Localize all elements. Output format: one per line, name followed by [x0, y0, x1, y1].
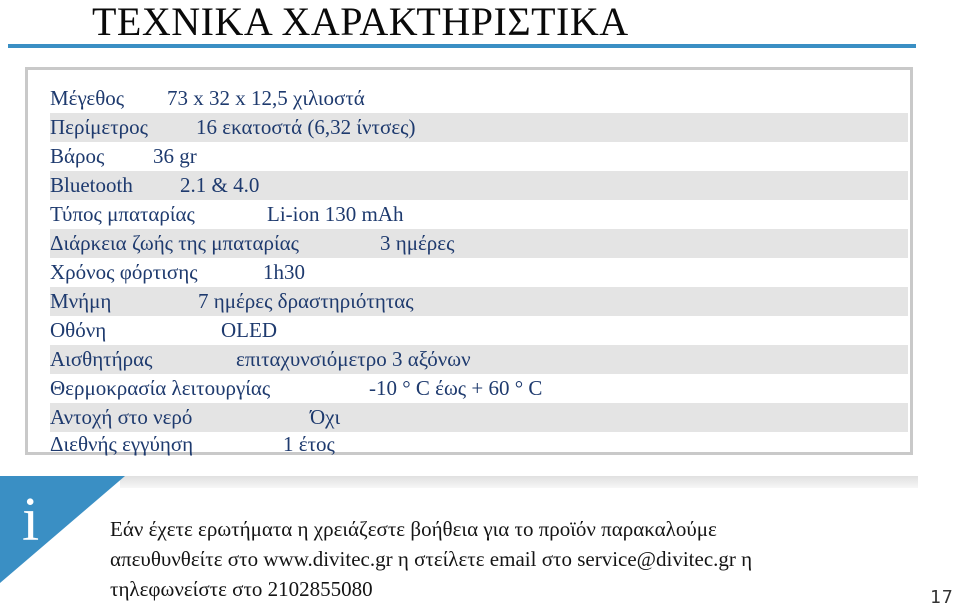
spec-label: Διάρκεια ζωής της μπαταρίας: [50, 231, 299, 255]
spec-row-sensor: [50, 345, 908, 374]
spec-row-charging-time: [50, 258, 908, 287]
spec-row-battery-type: [50, 200, 908, 229]
spec-value: OLED: [221, 318, 277, 342]
spec-row-operating-temperature: [50, 374, 908, 403]
spec-row-perimeter: [50, 113, 908, 142]
spec-value: επιταχυνσιόμετρο 3 αξόνων: [236, 347, 471, 371]
title-divider: [8, 44, 916, 48]
spec-row-water-resistance: [50, 403, 908, 432]
spec-label: Μέγεθος: [50, 86, 125, 110]
spec-label: Βάρος: [50, 144, 105, 168]
spec-label: Θερμοκρασία λειτουργίας: [50, 376, 271, 400]
spec-value: 3 ημέρες: [380, 231, 455, 255]
spec-value: 73 x 32 x 12,5 χιλιοστά: [167, 86, 365, 110]
info-divider-band: [120, 476, 918, 488]
spec-row-size: [50, 84, 908, 113]
spec-value: 1 έτος: [283, 432, 335, 456]
help-contact-note: [110, 514, 930, 604]
spec-label: Διεθνής εγγύηση: [50, 432, 194, 456]
help-line: Εάν έχετε ερωτήματα η χρειάζεστε βοήθεια για το προϊόν παρακαλούμε: [110, 517, 717, 541]
spec-value: 2.1 & 4.0: [180, 173, 260, 197]
spec-row-display: [50, 316, 908, 345]
spec-label: Χρόνος φόρτισης: [50, 260, 198, 284]
page-number: 17: [930, 587, 954, 608]
spec-row-memory: [50, 287, 908, 316]
info-icon: [0, 476, 125, 583]
spec-label: Bluetooth: [50, 173, 133, 197]
info-icon-letter: i: [22, 486, 40, 554]
spec-row-bluetooth: [50, 171, 908, 200]
spec-label: Αισθητήρας: [50, 347, 153, 371]
specifications-table: [25, 67, 913, 455]
help-line: απευθυνθείτε στο www.divitec.gr η στείλετε email στο service@divitec.gr η: [110, 547, 753, 571]
spec-label: Αντοχή στο νερό: [50, 405, 193, 429]
spec-value: 16 εκατοστά (6,32 ίντσες): [196, 115, 416, 139]
spec-label: Οθόνη: [50, 318, 107, 342]
spec-value: Li-ion 130 mAh: [267, 202, 404, 226]
spec-label: Μνήμη: [50, 289, 112, 313]
spec-value: -10 ° C έως + 60 ° C: [369, 376, 543, 400]
spec-label: Περίμετρος: [50, 115, 148, 139]
page-title: ΤΕΧΝΙΚΑ ΧΑΡΑΚΤΗΡΙΣΤΙΚΑ: [92, 0, 629, 44]
spec-value: 7 ημέρες δραστηριότητας: [198, 289, 414, 313]
spec-row-warranty: [50, 430, 908, 459]
spec-row-battery-life: [50, 229, 908, 258]
spec-value: Όχι: [310, 405, 341, 429]
help-line: τηλεφωνείστε στο 2102855080: [110, 577, 373, 601]
spec-label: Τύπος μπαταρίας: [50, 202, 195, 226]
spec-value: 1h30: [263, 260, 305, 284]
spec-row-weight: [50, 142, 908, 171]
spec-value: 36 gr: [153, 144, 197, 168]
